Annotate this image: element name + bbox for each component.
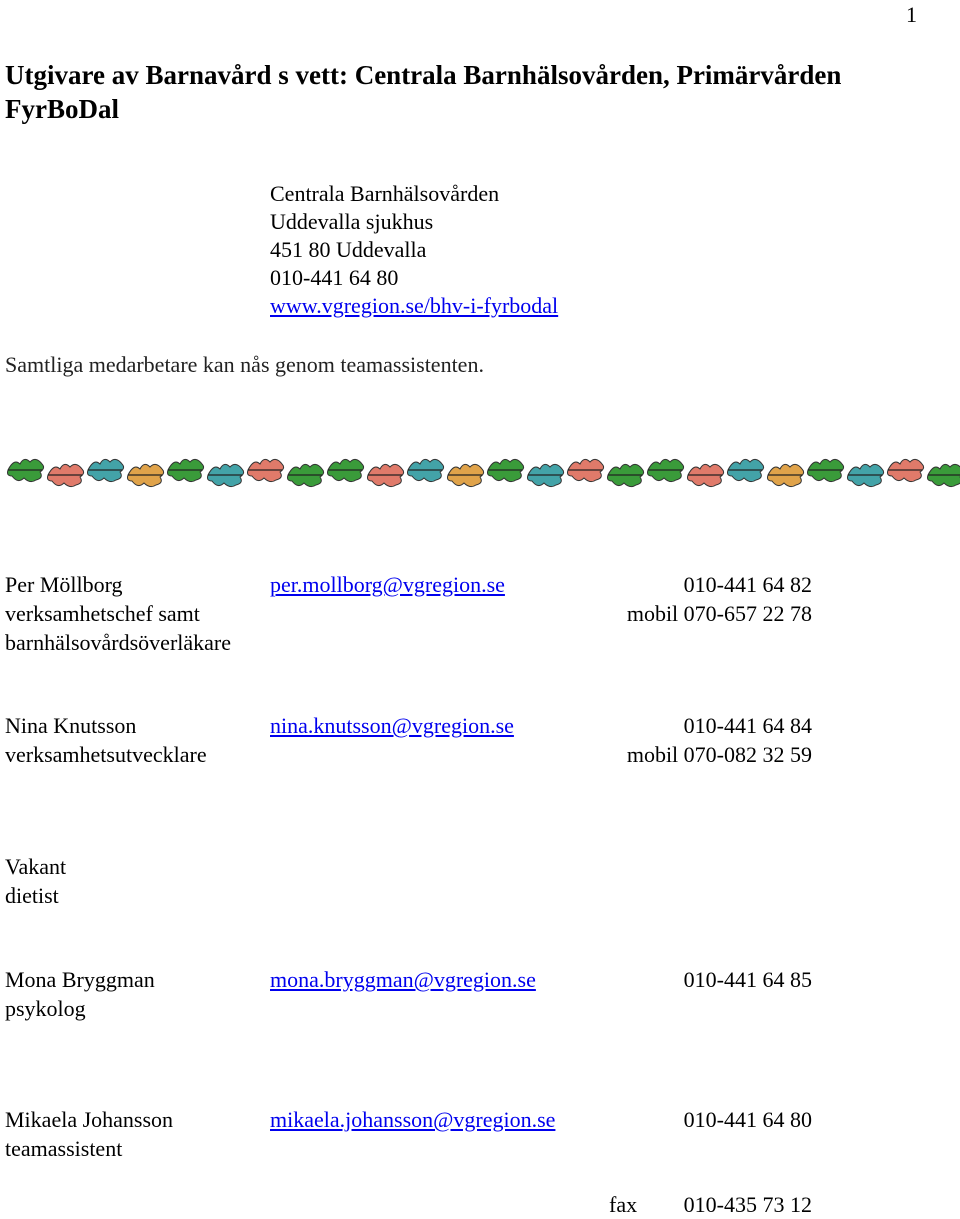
role-mona: psykolog <box>5 995 86 1023</box>
leaf-border <box>0 455 960 489</box>
leaf-icon <box>408 459 444 481</box>
phone-mikaela: 010-441 64 80 <box>684 1106 812 1134</box>
staff-name-mona: Mona Bryggman <box>5 966 155 994</box>
role-nina: verksamhetsutvecklare <box>5 741 207 769</box>
leaf-icon <box>808 459 844 481</box>
leaf-icon <box>288 464 324 486</box>
role-per-2: barnhälsovårdsöverläkare <box>5 629 231 657</box>
email-mikaela[interactable]: mikaela.johansson@vgregion.se <box>270 1106 555 1134</box>
leaf-icon <box>528 464 564 486</box>
leaf-icon <box>88 459 124 481</box>
leaf-icon <box>8 459 44 481</box>
address-phone: 010-441 64 80 <box>270 264 558 292</box>
leaf-icon <box>248 459 284 481</box>
leaf-icon <box>688 464 724 486</box>
leaf-icon <box>568 459 604 481</box>
fax-number: 010-435 73 12 <box>684 1191 812 1219</box>
staff-name-mikaela: Mikaela Johansson <box>5 1106 173 1134</box>
fax-label: fax <box>609 1191 637 1219</box>
phone-nina: 010-441 64 84 <box>684 712 812 740</box>
website-link[interactable]: www.vgregion.se/bhv-i-fyrbodal <box>270 293 558 318</box>
phone-per: 010-441 64 82 <box>684 571 812 599</box>
mobile-per: mobil 070-657 22 78 <box>627 600 812 628</box>
leaf-icon <box>648 459 684 481</box>
leaf-icon <box>488 459 524 481</box>
leaf-icon <box>328 459 364 481</box>
team-note: Samtliga medarbetare kan nås genom teamassistenten. <box>5 352 484 378</box>
address-hospital: Uddevalla sjukhus <box>270 208 558 236</box>
staff-name-per: Per Möllborg <box>5 571 123 599</box>
page-number: 1 <box>906 2 917 28</box>
leaf-icon <box>888 459 924 481</box>
leaf-icon <box>208 464 244 486</box>
leaf-icon <box>368 464 404 486</box>
leaf-icon <box>608 464 644 486</box>
leaf-icon <box>728 459 764 481</box>
leaf-icon <box>48 464 84 486</box>
address-postal: 451 80 Uddevalla <box>270 236 558 264</box>
leaf-icon <box>128 464 164 486</box>
phone-mona: 010-441 64 85 <box>684 966 812 994</box>
leaf-icon <box>928 464 960 486</box>
email-mona[interactable]: mona.bryggman@vgregion.se <box>270 966 536 994</box>
email-per[interactable]: per.mollborg@vgregion.se <box>270 571 505 599</box>
leaf-icon <box>848 464 884 486</box>
page-title: Utgivare av Barnavård s vett: Centrala Barnhälsovården, Primärvården FyrBoDal <box>5 58 945 126</box>
address-block <box>270 180 558 320</box>
staff-name-nina: Nina Knutsson <box>5 712 136 740</box>
leaf-icon <box>448 464 484 486</box>
role-per: verksamhetschef samt <box>5 600 200 628</box>
mobile-nina: mobil 070-082 32 59 <box>627 741 812 769</box>
leaf-icon <box>168 459 204 481</box>
staff-name-vakant: Vakant <box>5 853 66 881</box>
address-org: Centrala Barnhälsovården <box>270 180 558 208</box>
role-mikaela: teamassistent <box>5 1135 122 1163</box>
role-vakant: dietist <box>5 882 59 910</box>
email-nina[interactable]: nina.knutsson@vgregion.se <box>270 712 514 740</box>
leaf-icon <box>768 464 804 486</box>
